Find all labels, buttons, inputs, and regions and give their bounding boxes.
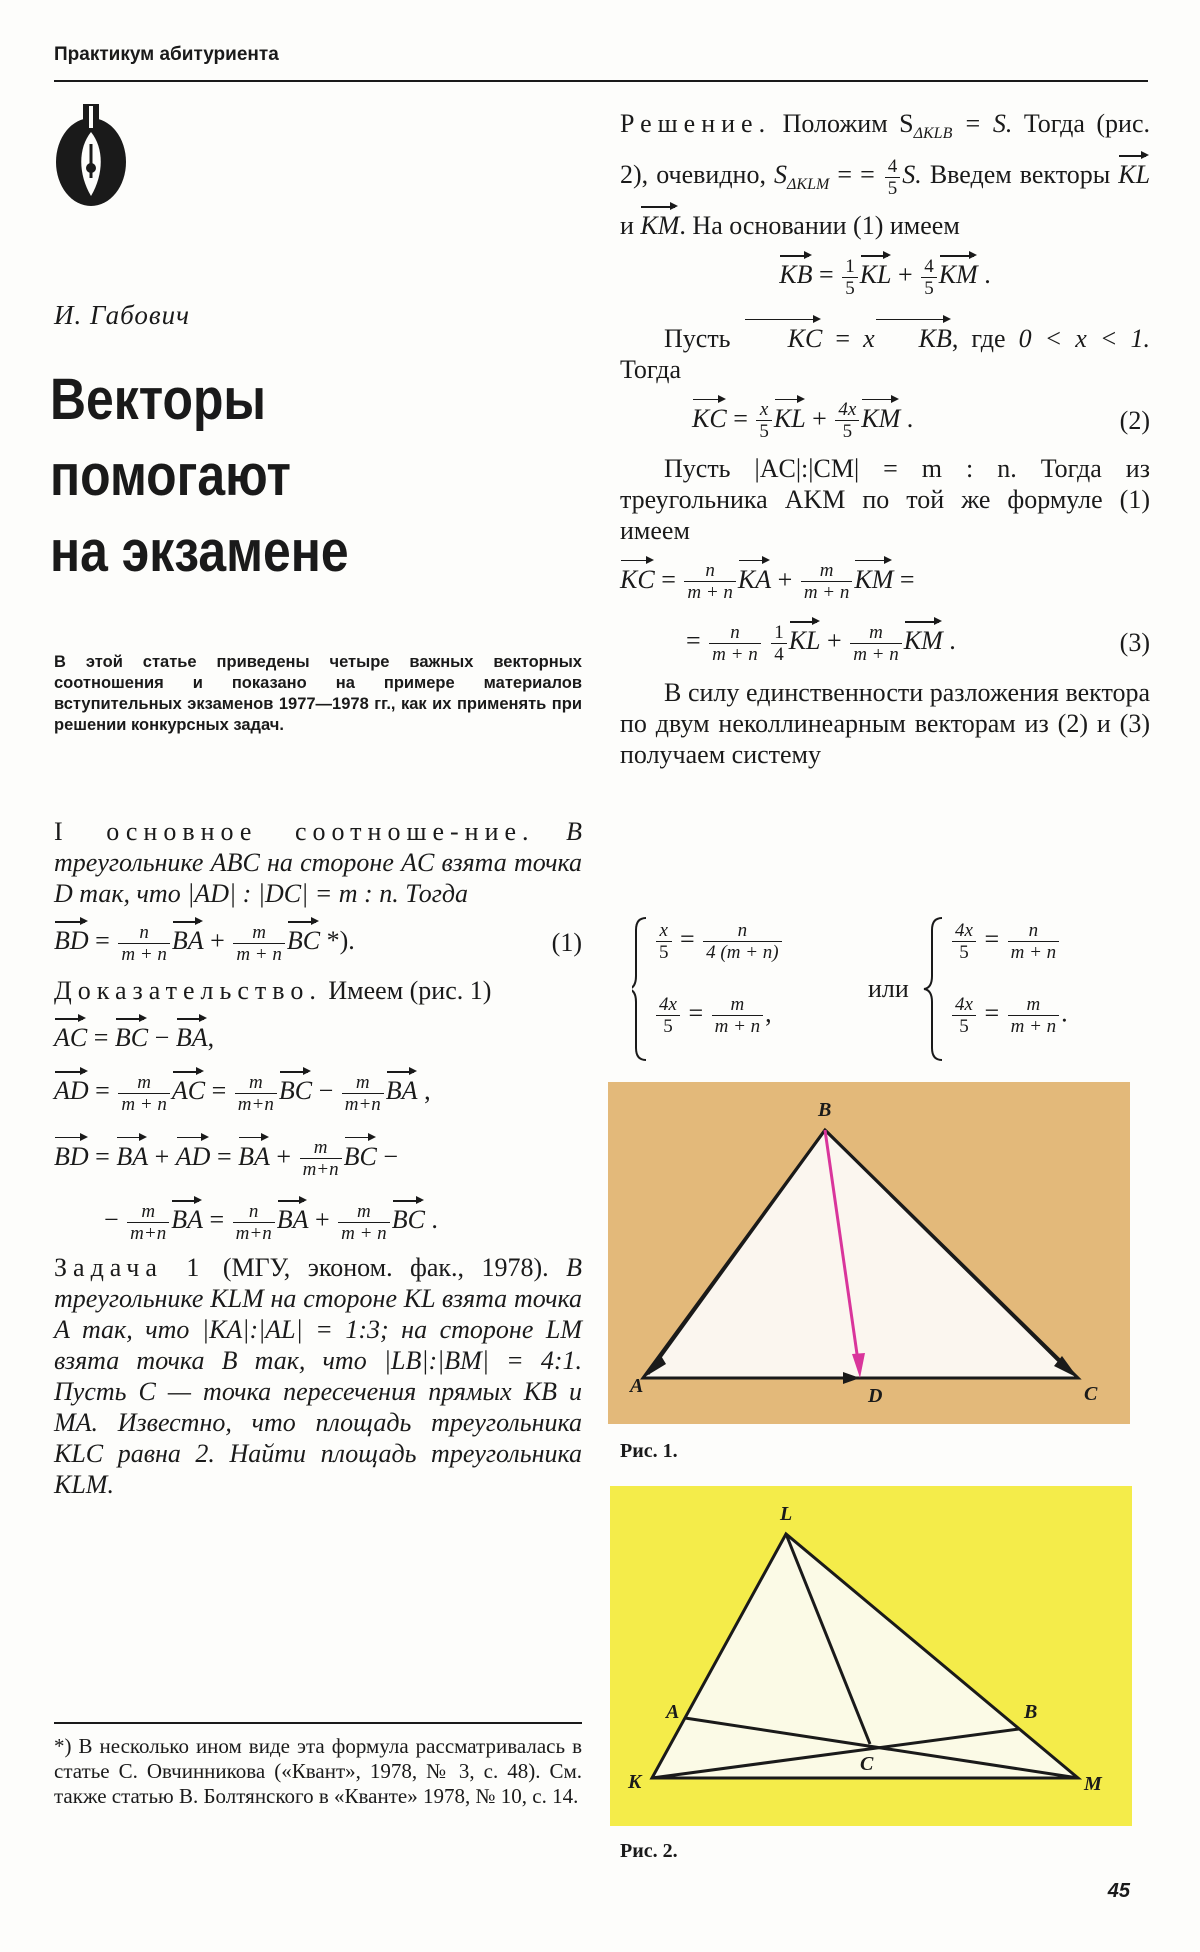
fig1-label-d: D [868,1385,883,1407]
task-text: В треугольнике KLM на стороне KL взята точка A так, что |KA|:|AL| = 1:3; на стороне LM взята точка B так, что |LB|:|BM| = 4:1. Пусть C — точка пересечения прямых KB и MA. Известно, что площадь треугольника KLC равна 2. Найти площадь треугольника KLM. [54,1252,582,1499]
section-header: Практикум абитуриента [54,44,279,65]
system-1-row-2: $\frac{4x}{5}$ = $\frac{m}{m + n}$ , [654,994,772,1037]
formula-3-line-2: = $\frac{n}{m + n}$ $\frac{1}{4}$ KL + $\frac{m}{m + n}$ KM . (3) [620,615,1150,665]
fig2-label-b: B [1024,1701,1038,1723]
figure-1 [608,1082,1130,1424]
equation-system [632,914,1152,1064]
fig2-label-l: L [780,1503,793,1525]
solution-text-3: Введем векторы [929,160,1111,190]
task-paragraph [54,1252,582,1500]
or-word: или [868,974,909,1003]
where-word: где [971,323,1006,353]
relation-head: I основное соотноше-ние. [54,817,535,846]
solution-paragraph: Решение. Положим $S_{\Delta KLB} = S$. Тогда (рис. 2), очевидно, $S_{\Delta KLM}$ = = $\frac{4}{5}$ S. Введем векторы KL и KM. На основании (1) имеем [620,109,1151,241]
uniqueness-paragraph: В силу единственности разложения вектора по двум неколлинеарным векторам из (2) и (3) получаем систему [620,678,1150,770]
proof-eq-1: AC = BC − BA, [54,1012,582,1053]
formula-3-line-1: KC = $\frac{n}{m + n}$ KA + $\frac{m}{m + n}$ KM = [620,554,1150,604]
then-word: Тогда [620,354,682,384]
title-line-1: Векторы [50,367,267,432]
right-column [620,108,1150,770]
fig2-label-c: C [860,1753,874,1775]
proof-head: Доказательство. [54,976,322,1005]
formula-1: BD = $\frac{n}{m + n}$ BA + $\frac{m}{m + n}$ BC *). (1) [54,915,582,967]
formula-2: KC = $\frac{x}{5}$ KL + $\frac{4x}{5}$ KM . (2) [692,393,1150,443]
ratio-paragraph: Пусть |AC|:|CM| = m : n. Тогда из треугольника AKM по той же формуле (1) имеем [620,453,1150,545]
article-title [50,362,514,590]
relation-paragraph [54,816,582,909]
solution-text-1: Положим S [782,109,914,138]
fig1-label-c: C [1084,1383,1098,1405]
solution-text-2: Тогда (рис. 2), очевидно, [620,109,1150,190]
formula-3-number: (3) [1119,628,1150,658]
fig1-label-a: A [630,1375,644,1397]
proof-eq-3: BD = BA + AD = BA + $\frac{m}{m+n}$ BC − [54,1131,582,1181]
footnote-rule [54,1722,582,1724]
title-line-3: на экзамене [50,519,349,584]
and-word: и [620,211,634,241]
pen-nib-logo-icon [54,104,128,208]
proof-eq-4: − $\frac{m}{m+n}$ BA = $\frac{n}{m+n}$ BA + $\frac{m}{m + n}$ BC . [54,1194,582,1244]
system-2-row-1: $\frac{4x}{5}$ = $\frac{n}{m + n}$ [950,920,1061,963]
figure-2 [610,1486,1132,1826]
article-author: И. Габович [54,300,191,330]
on-basis-text: На основании (1) имеем [692,211,960,241]
proof-eq-2: AD = $\frac{m}{m + n}$ AC = $\frac{m}{m+n}$ BC − $\frac{m}{m+n}$ BA , [54,1065,582,1115]
page-number: 45 [1107,1880,1130,1902]
let-kc-paragraph: Пусть KC = x KB, где 0 < x < 1. Тогда [620,313,1150,385]
solution-head: Решение. [620,109,772,138]
header-rule [54,80,1148,82]
let-kc-word: Пусть [664,323,731,353]
task-source: (МГУ, эконом. фак., 1978). [222,1252,549,1282]
formula-2-number: (2) [1119,405,1150,435]
fig2-label-k: K [628,1771,642,1793]
fig2-label-a: A [666,1701,680,1723]
proof-paragraph [54,975,582,1006]
relation-text: В треугольнике ABC на стороне AC взята точка D так, что |AD| : |DC| = m : n. Тогда [54,817,582,908]
article-abstract: В этой статье приведены четыре важных векторных соотношения и показано на примере материалов вступительных экзаменов 1977—1978 гг., как их применять при решении конкурсных задач. [54,653,582,734]
fig2-label-m: M [1084,1773,1102,1795]
figure-1-caption: Рис. 1. [620,1440,678,1462]
fig1-label-b: B [818,1099,832,1121]
footnote: *) В несколько ином виде эта формула рассматривалась в статье С. Овчинникова («Квант», 1978, № 3, с. 48). См. также статью В. Болтянского в «Кванте» 1978, № 10, с. 14. [54,1734,582,1808]
title-line-2: помогают [50,443,291,508]
formula-kb: KB = $\frac{1}{5}$ KL + $\frac{4}{5}$ KM . [620,249,1150,299]
formula-1-number: (1) [551,928,582,957]
system-1-row-1: $\frac{x}{5}$ = $\frac{n}{4 (m + n)}$ [654,920,784,963]
task-head: Задача 1 [54,1252,206,1282]
left-column [54,816,582,1500]
figure-2-caption: Рис. 2. [620,1840,678,1862]
proof-text: Имеем (рис. 1) [328,976,492,1005]
system-2-row-2: $\frac{4x}{5}$ = $\frac{m}{m + n}$ . [950,994,1068,1037]
